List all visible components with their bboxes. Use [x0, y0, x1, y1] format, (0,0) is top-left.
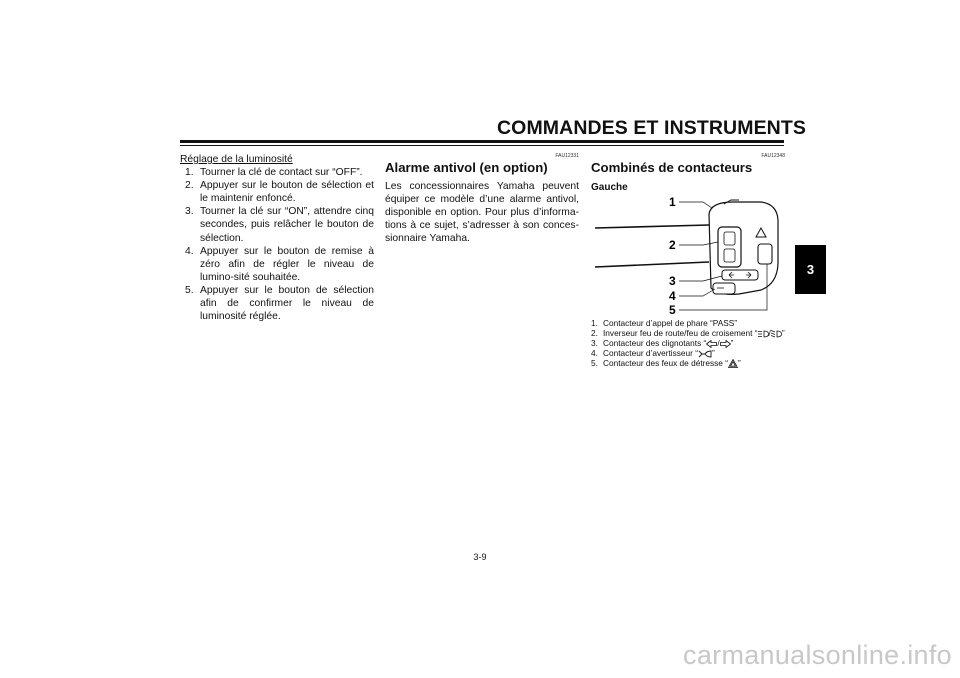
turn-signal-switch [722, 270, 758, 280]
list-item: 4. Appuyer sur le bouton de remise à zéro afin de régler le niveau de lumino-sité souhaitée. [185, 245, 374, 283]
list-item: 1. Contacteur d’appel de phare “PASS” [591, 318, 738, 328]
alarm-section [385, 153, 579, 245]
figure-legend [591, 318, 785, 368]
turn-left-icon [706, 340, 717, 348]
high-beam-icon [758, 330, 769, 338]
brightness-steps [180, 166, 374, 323]
callout-4: 4 [669, 289, 676, 303]
page-header-title: COMMANDES ET INSTRUMENTS [497, 117, 806, 139]
section-code: FAU12348 [761, 153, 785, 159]
list-item: 5. Contacteur des feux de détresse “ ” [591, 358, 741, 368]
hazard-switch [758, 244, 772, 264]
list-item: 2. Inverseur feu de route/feu de croisement “ / ” [591, 328, 785, 338]
list-item: 2. Appuyer sur le bouton de sélection et le maintenir enfoncé. [185, 180, 374, 205]
turn-right-icon [720, 340, 731, 348]
alarm-heading: Alarme antivol (en option) [385, 160, 548, 175]
section-code: FAU12331 [555, 153, 579, 159]
callout-1: 1 [669, 195, 676, 209]
list-item: 3. Tourner la clé sur “ON”, attendre cinq secondes, puis relâcher le bouton de sélection. [185, 206, 374, 244]
low-beam-icon [771, 330, 782, 338]
watermark: carmanualsonline.info [683, 640, 952, 670]
switches-section [591, 153, 785, 194]
header-rule-thick [180, 140, 784, 143]
list-item: 4. Contacteur d’avertisseur “ ” [591, 348, 715, 358]
callout-3: 3 [669, 274, 676, 288]
list-item: 3. Contacteur des clignotants “ / ” [591, 338, 734, 348]
page-number: 3-9 [473, 552, 487, 562]
chapter-tab: 3 [795, 245, 826, 294]
list-item: 5. Appuyer sur le bouton de sélection afin de confirmer le niveau de luminosité réglée. [185, 284, 374, 323]
handlebar-upper-line [595, 225, 709, 228]
left-handlebar-switch-figure [591, 192, 785, 319]
switches-heading: Combinés de contacteurs [591, 160, 753, 175]
brightness-subheading: Réglage de la luminosité [180, 154, 293, 165]
handlebar-lower-line [595, 262, 709, 267]
hazard-icon [728, 359, 738, 368]
callout-5: 5 [669, 303, 676, 317]
horn-icon [698, 350, 712, 358]
callout-2: 2 [669, 238, 676, 252]
list-item: 1. Tourner la clé de contact sur “OFF”. [185, 167, 363, 179]
left-switch-subheading: Gauche [591, 182, 628, 193]
alarm-body: Les concessionnaires Yamaha peuvent équiper ce modèle d’une alarme antivol, disponible en option. Pour plus d’informa-tions à ce sujet, s’adresser à son conces-sionnaire Yamaha. [385, 181, 579, 245]
header-rule-thin [180, 145, 784, 146]
brightness-section [180, 153, 374, 323]
horn-switch [713, 283, 735, 294]
